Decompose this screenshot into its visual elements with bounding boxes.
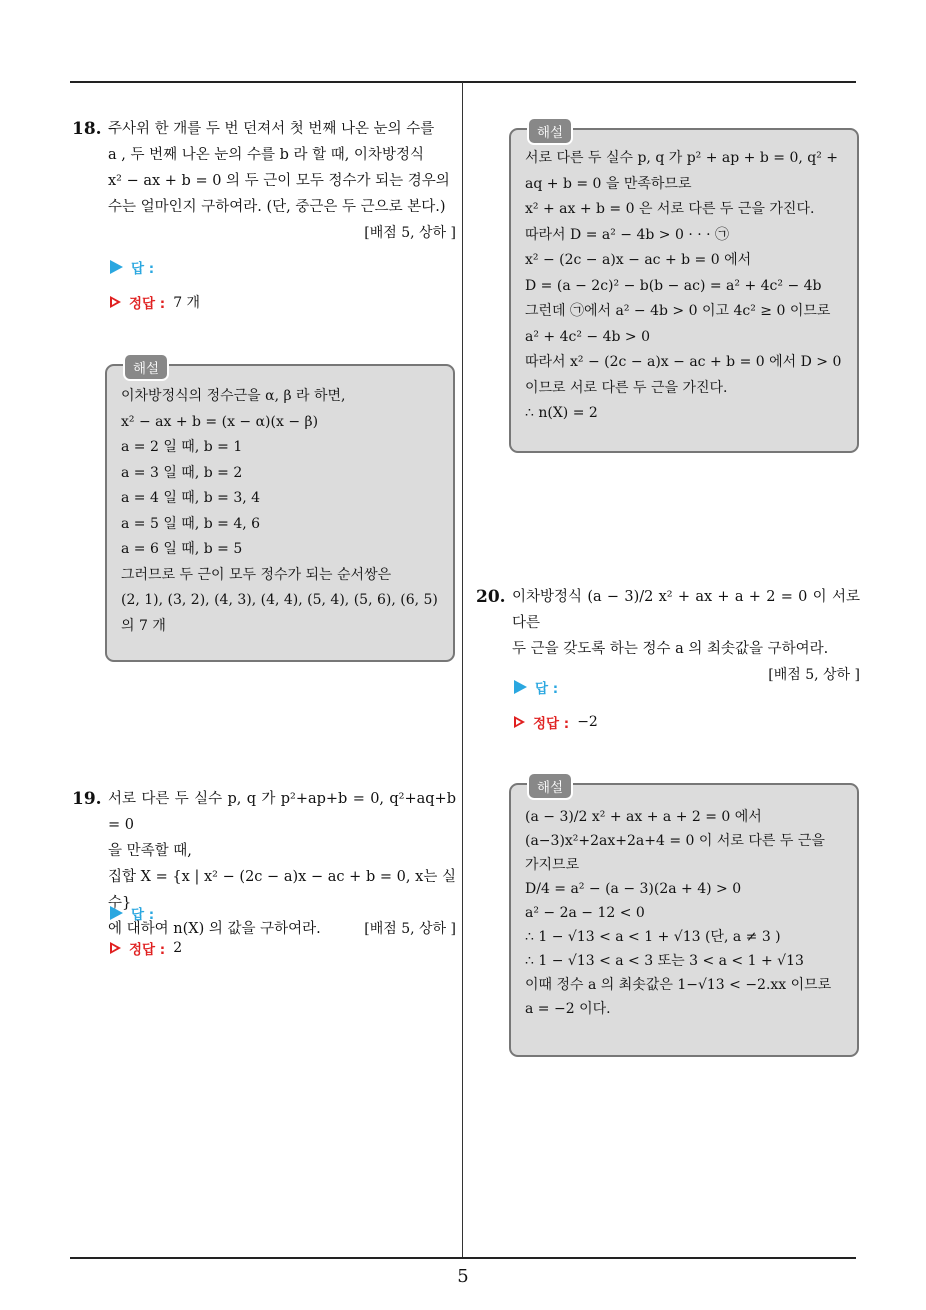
solution-line: a = 4 일 때, b = 3, 4 — [121, 490, 261, 506]
header-rule — [70, 81, 856, 83]
question-line: 을 만족할 때, — [108, 843, 192, 859]
correct-answer-row — [110, 938, 182, 958]
solution-line: 가지므로 — [525, 857, 580, 873]
answer-label: 답 : — [131, 907, 155, 923]
solution-line: 따라서 x² − (2c − a)x − ac + b = 0 에서 D > 0 — [525, 354, 842, 370]
solution-line: D/4 = a² − (a − 3)(2a + 4) > 0 — [525, 881, 742, 897]
question-line: 에 대하여 n(X) 의 값을 구하여라. — [108, 921, 321, 937]
question-line: x² − ax + b = 0 의 두 근이 모두 정수가 되는 경우의 — [108, 173, 450, 189]
score-note: [배점 5, 상하 ] — [768, 667, 860, 683]
solution-line: 서로 다른 두 실수 p, q 가 p² + ap + b = 0, q² + — [525, 150, 839, 166]
solution-box — [105, 361, 455, 662]
question-line: a , 두 번째 나온 눈의 수를 b 라 할 때, 이차방정식 — [108, 147, 424, 163]
play-icon — [514, 680, 527, 694]
question-line: 두 근을 갖도록 하는 정수 a 의 최솟값을 구하여라. — [512, 641, 829, 657]
solution-line: a² + 4c² − 4b > 0 — [525, 328, 650, 345]
correct-answer: −2 — [577, 714, 598, 730]
correct-label: 정답 : — [533, 716, 570, 732]
solution-line: x² − (2c − a)x − ac + b = 0 에서 — [525, 252, 752, 268]
outline-play-icon — [110, 296, 121, 308]
solution-line: 이때 정수 a 의 최솟값은 1−√13 < −2.xx 이므로 — [525, 977, 832, 993]
solution-line: 그러므로 두 근이 모두 정수가 되는 순서쌍은 — [121, 566, 392, 583]
question-18 — [72, 116, 456, 246]
solution-line: a = 3 일 때, b = 2 — [121, 464, 243, 481]
solution-box — [509, 125, 859, 453]
solution-line: (2, 1), (3, 2), (4, 3), (4, 4), (5, 4), (5, 6), (6, 5) — [121, 592, 438, 608]
answer-label: 답 : — [131, 261, 155, 277]
question-line: 집합 X = {x | x² − (2c − a)x − ac + b = 0, x는 실수} — [108, 869, 456, 911]
solution-line: 따라서 D = a² − 4b > 0 · · · ㉠ — [525, 226, 730, 243]
outline-play-icon — [514, 716, 525, 728]
footer-rule — [70, 1257, 856, 1259]
answer-row — [514, 677, 558, 697]
solution-line: ∴ n(X) = 2 — [525, 405, 598, 421]
solution-tag: 해설 — [527, 772, 573, 800]
correct-answer: 2 — [173, 940, 183, 956]
solution-line: (a − 3)/2 x² + ax + a + 2 = 0 에서 — [525, 809, 762, 825]
page-number: 5 — [457, 1266, 469, 1287]
question-number: 20. — [476, 587, 506, 607]
solution-line: D = (a − 2c)² − b(b − ac) = a² + 4c² − 4b — [525, 277, 822, 294]
answer-row — [110, 903, 154, 923]
column-divider — [462, 82, 463, 1258]
solution-line: aq + b = 0 을 만족하므로 — [525, 175, 692, 192]
score-note: [배점 5, 상하 ] — [364, 225, 456, 241]
solution-line: a = −2 이다. — [525, 1001, 611, 1017]
question-number: 18. — [72, 119, 102, 139]
correct-answer-row — [514, 712, 598, 732]
solution-line: a = 6 일 때, b = 5 — [121, 541, 243, 557]
solution-line: a = 2 일 때, b = 1 — [121, 439, 243, 455]
play-icon — [110, 906, 123, 920]
solution-line: 그런데 ㉠에서 a² − 4b > 0 이고 4c² ≥ 0 이므로 — [525, 303, 831, 319]
answer-label: 답 : — [535, 681, 559, 697]
solution-tag: 해설 — [123, 353, 169, 381]
question-line: 수는 얼마인지 구하여라. (단, 중근은 두 근으로 본다.) — [108, 199, 446, 215]
solution-line: 이차방정식의 정수근을 α, β 라 하면, — [121, 388, 346, 404]
solution-line: x² − ax + b = (x − α)(x − β) — [121, 413, 319, 430]
solution-line: a² − 2a − 12 < 0 — [525, 905, 645, 921]
correct-answer-row — [110, 292, 200, 312]
question-20 — [476, 584, 860, 688]
solution-line: ∴ 1 − √13 < a < 3 또는 3 < a < 1 + √13 — [525, 953, 804, 969]
solution-tag: 해설 — [527, 117, 573, 145]
solution-box — [509, 780, 859, 1057]
solution-line: (a−3)x²+2ax+2a+4 = 0 이 서로 다른 두 근을 — [525, 833, 825, 849]
solution-line: a = 5 일 때, b = 4, 6 — [121, 515, 261, 532]
answer-row — [110, 257, 154, 277]
solution-line: 의 7 개 — [121, 617, 166, 634]
question-line: 주사위 한 개를 두 번 던져서 첫 번째 나온 눈의 수를 — [108, 121, 435, 137]
question-number: 19. — [72, 789, 102, 809]
solution-line: ∴ 1 − √13 < a < 1 + √13 (단, a ≠ 3 ) — [525, 929, 781, 945]
score-note: [배점 5, 상하 ] — [364, 921, 456, 937]
correct-answer: 7 개 — [173, 295, 201, 311]
question-line: 이차방정식 (a − 3)/2 x² + ax + a + 2 = 0 이 서로 다른 — [512, 589, 860, 631]
correct-label: 정답 : — [129, 296, 166, 312]
play-icon — [110, 260, 123, 274]
correct-label: 정답 : — [129, 942, 166, 958]
solution-line: x² + ax + b = 0 은 서로 다른 두 근을 가진다. — [525, 201, 815, 217]
question-line: 서로 다른 두 실수 p, q 가 p²+ap+b = 0, q²+aq+b = 0 — [108, 791, 456, 833]
solution-line: 이므로 서로 다른 두 근을 가진다. — [525, 379, 728, 396]
outline-play-icon — [110, 942, 121, 954]
